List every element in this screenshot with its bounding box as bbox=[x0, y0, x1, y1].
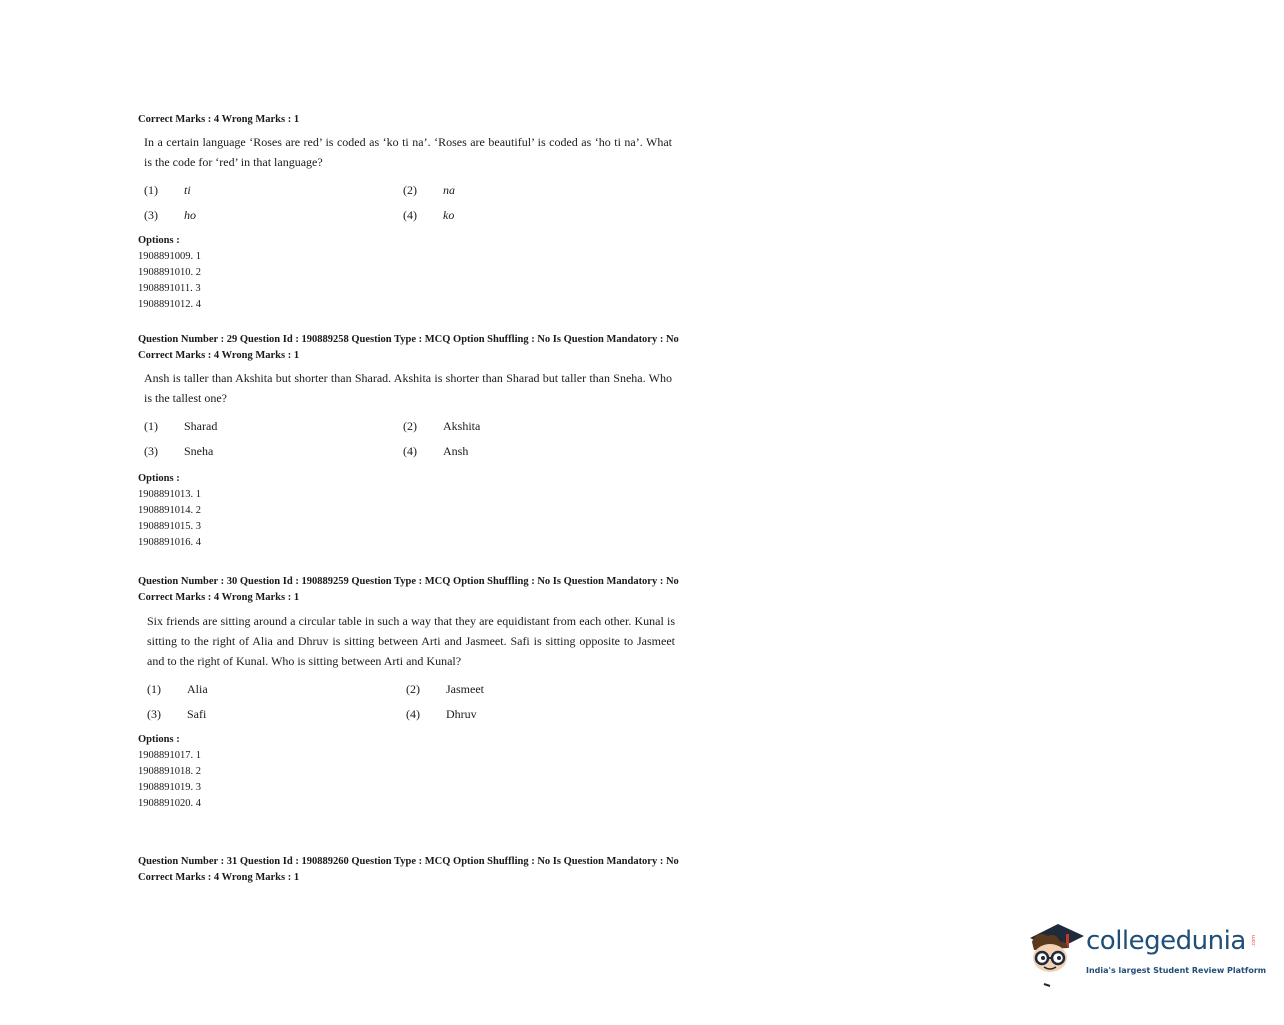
option-number: (3) bbox=[144, 444, 158, 458]
option-id: 1908891019. 3 bbox=[138, 782, 201, 793]
option-3 bbox=[144, 444, 213, 459]
option-id: 1908891013. 1 bbox=[138, 489, 201, 500]
question-marks: Correct Marks : 4 Wrong Marks : 1 bbox=[138, 872, 300, 883]
option-number: (4) bbox=[403, 208, 417, 222]
option-id: 1908891020. 4 bbox=[138, 798, 201, 809]
option-value: ho bbox=[184, 208, 196, 222]
question-text: Ansh is taller than Akshita but shorter than Sharad. Akshita is shorter than Sharad but taller than Sneha. Who is the tallest one? bbox=[144, 371, 672, 405]
option-value: Alia bbox=[187, 682, 208, 696]
option-id: 1908891016. 4 bbox=[138, 537, 201, 548]
option-number: (2) bbox=[403, 419, 417, 433]
mascot-icon bbox=[1026, 920, 1088, 988]
option-number: (4) bbox=[403, 444, 417, 458]
option-id: 1908891014. 2 bbox=[138, 505, 201, 516]
question-28 bbox=[138, 112, 778, 313]
option-number: (1) bbox=[144, 183, 158, 197]
option-2 bbox=[406, 682, 484, 697]
option-number: (1) bbox=[147, 682, 161, 696]
option-id: 1908891010. 2 bbox=[138, 267, 201, 278]
option-3 bbox=[147, 707, 206, 722]
option-id: 1908891009. 1 bbox=[138, 251, 201, 262]
option-3 bbox=[144, 208, 196, 223]
option-value: Dhruv bbox=[446, 707, 477, 721]
answer-options bbox=[144, 183, 778, 233]
option-value: Sharad bbox=[184, 419, 218, 433]
option-2 bbox=[403, 419, 480, 434]
question-30 bbox=[138, 574, 778, 812]
collegedunia-logo bbox=[1026, 920, 1266, 988]
logo-name: collegedunia bbox=[1086, 926, 1246, 956]
question-31 bbox=[138, 854, 778, 886]
option-value: ti bbox=[184, 183, 191, 197]
question-marks: Correct Marks : 4 Wrong Marks : 1 bbox=[138, 592, 300, 603]
answer-options bbox=[144, 419, 778, 469]
option-value: Akshita bbox=[443, 419, 481, 433]
question-header: Question Number : 31 Question Id : 190889260 Question Type : MCQ Option Shuffling : No Is Question Mandatory : No bbox=[138, 856, 679, 867]
logo-suffix: .com bbox=[1251, 934, 1258, 948]
option-number: (2) bbox=[406, 682, 420, 696]
option-value: na bbox=[443, 183, 455, 197]
option-value: Sneha bbox=[184, 444, 214, 458]
option-id: 1908891012. 4 bbox=[138, 299, 201, 310]
question-text: In a certain language ‘Roses are red’ is coded as ‘ko ti na’. ‘Roses are beautiful’ is coded as ‘ho ti na’. What is the code for ‘red’ in that language? bbox=[144, 135, 672, 169]
option-number: (4) bbox=[406, 707, 420, 721]
option-number: (3) bbox=[147, 707, 161, 721]
question-marks: Correct Marks : 4 Wrong Marks : 1 bbox=[138, 114, 300, 125]
option-4 bbox=[406, 707, 477, 722]
option-id: 1908891018. 2 bbox=[138, 766, 201, 777]
option-number: (1) bbox=[144, 419, 158, 433]
question-header: Question Number : 30 Question Id : 190889259 Question Type : MCQ Option Shuffling : No Is Question Mandatory : No bbox=[138, 576, 679, 587]
option-2 bbox=[403, 183, 455, 198]
option-1 bbox=[147, 682, 208, 697]
question-text: Six friends are sitting around a circular table in such a way that they are equidistant from each other. Kunal is sitting to the right of Alia and Dhruv is sitting between Arti and Jasmeet. Safi is sitting opposite to Jasmeet and to the right of Kunal. Who is sitting between Arti and Kunal? bbox=[147, 614, 675, 668]
answer-options bbox=[147, 682, 778, 732]
options-label: Options : bbox=[138, 235, 180, 246]
option-id: 1908891011. 3 bbox=[138, 283, 201, 294]
option-number: (2) bbox=[403, 183, 417, 197]
options-label: Options : bbox=[138, 734, 180, 745]
option-1 bbox=[144, 419, 217, 434]
option-value: Ansh bbox=[443, 444, 469, 458]
option-id: 1908891017. 1 bbox=[138, 750, 201, 761]
question-marks: Correct Marks : 4 Wrong Marks : 1 bbox=[138, 350, 300, 361]
option-value: Safi bbox=[187, 707, 207, 721]
option-1 bbox=[144, 183, 191, 198]
option-4 bbox=[403, 208, 454, 223]
option-id: 1908891015. 3 bbox=[138, 521, 201, 532]
option-number: (3) bbox=[144, 208, 158, 222]
option-value: ko bbox=[443, 208, 455, 222]
question-29 bbox=[138, 332, 778, 551]
question-header: Question Number : 29 Question Id : 190889258 Question Type : MCQ Option Shuffling : No Is Question Mandatory : No bbox=[138, 334, 679, 345]
options-label: Options : bbox=[138, 473, 180, 484]
option-4 bbox=[403, 444, 468, 459]
logo-tagline: India's largest Student Review Platform bbox=[1086, 966, 1267, 975]
option-value: Jasmeet bbox=[446, 682, 484, 696]
